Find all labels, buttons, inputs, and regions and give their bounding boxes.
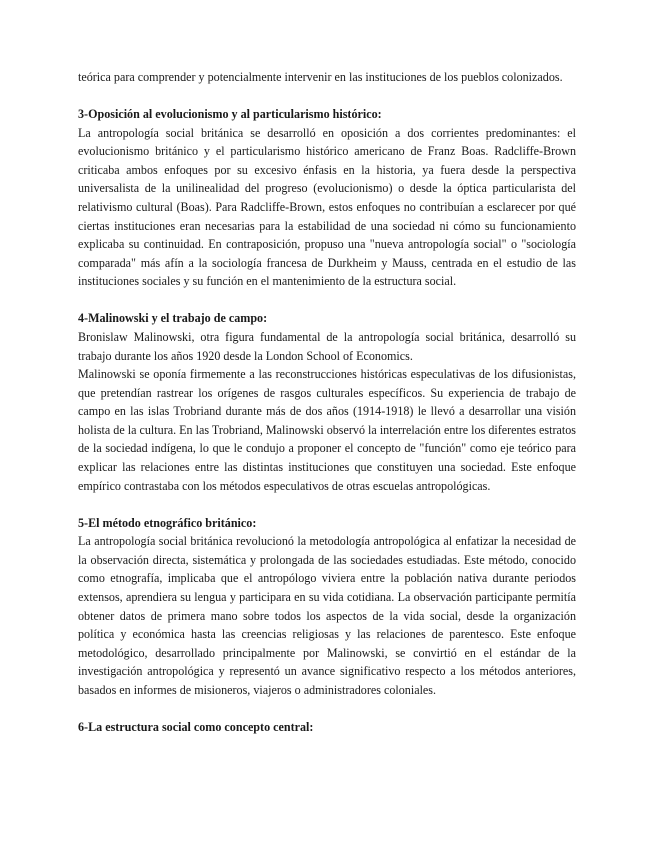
section-heading: 6-La estructura social como concepto central: (78, 719, 314, 734)
section-paragraph: Bronislaw Malinowski, otra figura fundamental de la antropología social británica, desarrolló su trabajo durante los años 1920 desde la London School of Economics. (78, 329, 576, 363)
section-malinowski (78, 309, 576, 495)
section-estructura-social (78, 718, 576, 737)
section-heading: 4-Malinowski y el trabajo de campo: (78, 311, 268, 326)
section-heading: 3-Oposición al evolucionismo y al particularismo histórico: (78, 106, 382, 121)
intro-paragraph: teórica para comprender y potencialmente intervenir en las instituciones de los pueblos colonizados. (78, 70, 563, 84)
document-body (78, 68, 576, 737)
section-paragraph: Malinowski se oponía firmemente a las reconstrucciones históricas especulativas de los difusionistas, que pretendían rastrear los orígenes de rasgos culturales específicos. Su experiencia de trabajo de campo en las islas Trobriand durante más de dos años (1914-1918) le llevó a desarrollar una visión holista de la cultura. En las Trobriand, Malinowski observó la interrelación entre los diferentes estratos de la sociedad indígena, lo que le condujo a proponer el concepto de "función" como eje teórico para explicar las relaciones entre las distintas instituciones que constituyen una sociedad. Este enfoque empírico contrastaba con los métodos especulativos de otras escuelas antropológicas. (78, 367, 576, 493)
section-paragraph: La antropología social británica se desarrolló en oposición a dos corrientes predominantes: el evolucionismo británico y el particularismo histórico americano de Franz Boas. Radcliffe-Brown criticaba ambos enfoques por su excesivo énfasis en la historia, ya fuera desde la perspectiva universalista de la unilinealidad del progreso (evolucionismo) o desde la óptica particularista del relativismo cultural (Boas). Para Radcliffe-Brown, estos enfoques no contribuían a esclarecer por qué ciertas instituciones eran necesarias para la estabilidad de una sociedad ni cómo su funcionamiento explicaba su continuidad. En contraposición, propuso una "nueva antropología social" o "sociología comparada" más afín a la sociología francesa de Durkheim y Mauss, centrada en el estudio de las instituciones sociales y su función en el mantenimiento de la estructura social. (78, 125, 576, 289)
section-paragraph: La antropología social británica revolucionó la metodología antropológica al enfatizar la necesidad de la observación directa, sistemática y prolongada de las sociedades estudiadas. Este método, conocido como etnografía, implicaba que el antropólogo viviera entre la población nativa durante periodos extensos, aprendiera su lengua y participara en su vida cotidiana. La observación participante permitía obtener datos de primera mano sobre todos los aspectos de la vida social, desde la organización política y económica hasta las creencias religiosas y las relaciones de parentesco. Este enfoque metodológico, desarrollado principalmente por Malinowski, se convirtió en el estándar de la investigación antropológica y representó un avance significativo respecto a los métodos anteriores, basados en informes de misioneros, viajeros o administradores coloniales. (78, 534, 576, 697)
section-heading: 5-El método etnográfico británico: (78, 515, 257, 530)
section-oposicion (78, 105, 576, 291)
section-metodo-etnografico (78, 514, 576, 700)
